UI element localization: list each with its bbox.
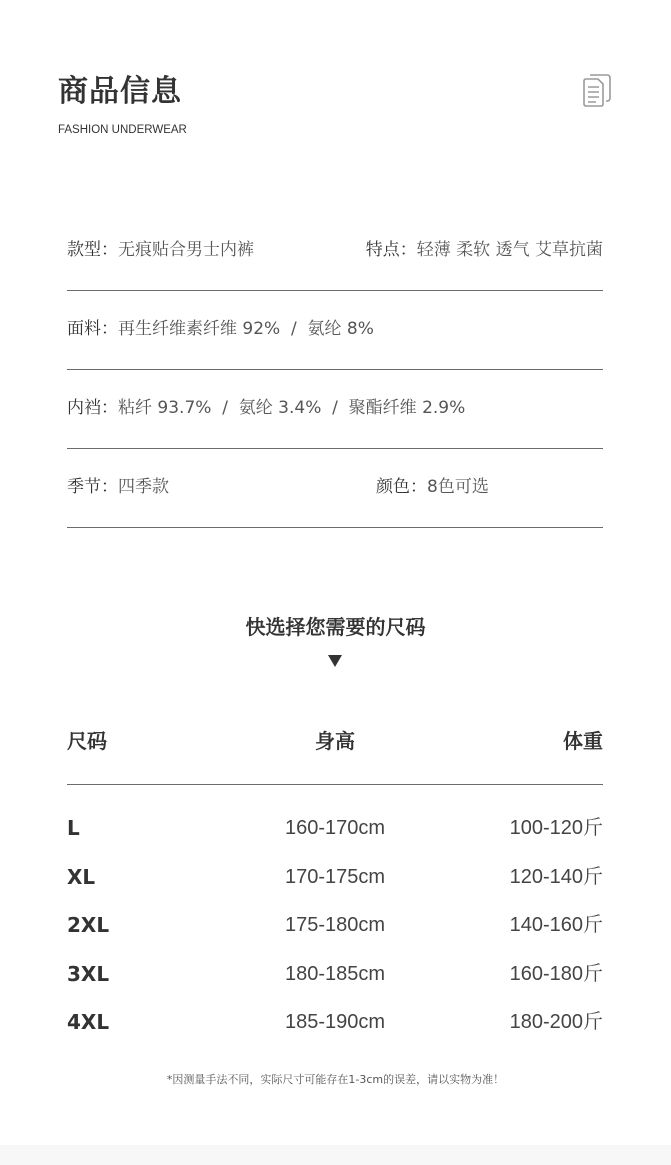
info-value-color: 8色可选	[427, 477, 489, 497]
info-key-style: 款型：	[67, 240, 118, 260]
info-key-fabric: 面料：	[67, 319, 118, 339]
weight-cell: 120-140斤	[509, 865, 603, 888]
size-cell: 3XL	[67, 961, 110, 986]
size-picker-title: 快选择您需要的尺码	[245, 615, 426, 639]
info-row-season	[67, 448, 603, 528]
info-value-features: 轻薄 柔软 透气 艾草抗菌	[416, 240, 603, 260]
size-cell: 4XL	[67, 1010, 110, 1034]
header-height: 身高	[315, 729, 355, 753]
weight-cell: 140-160斤	[509, 914, 603, 936]
info-value-season: 四季款	[118, 477, 169, 497]
info-value-crotch: 粘纤 93.7% / 氨纶 3.4% / 聚酯纤维 2.9%	[118, 398, 466, 418]
header-weight: 体重	[563, 729, 603, 753]
table-row	[67, 901, 603, 950]
document-copy-icon	[580, 72, 614, 108]
height-cell: 170-175cm	[284, 865, 386, 888]
down-triangle-icon	[328, 655, 342, 667]
info-key-crotch: 内裆：	[67, 398, 118, 418]
page-subtitle: FASHION UNDERWEAR	[58, 124, 187, 136]
height-cell: 185-190cm	[284, 1011, 386, 1033]
table-row	[67, 950, 603, 999]
size-cell: L	[67, 816, 80, 840]
weight-cell: 180-200斤	[509, 1011, 603, 1033]
header-size: 尺码	[67, 729, 107, 753]
info-value-style: 无痕贴合男士内裤	[118, 240, 254, 260]
weight-cell: 100-120斤	[509, 817, 603, 839]
height-cell: 160-170cm	[284, 817, 386, 839]
size-cell: XL	[67, 864, 96, 889]
info-row-crotch	[67, 369, 603, 449]
page-title: 商品信息	[58, 74, 182, 109]
size-table-header	[67, 712, 603, 785]
table-row	[67, 804, 603, 853]
size-table-body	[67, 804, 603, 1047]
info-key-season: 季节：	[67, 477, 118, 497]
info-key-color: 颜色：	[376, 477, 427, 497]
info-row-fabric	[67, 290, 603, 370]
height-cell: 175-180cm	[284, 914, 386, 936]
measurement-note: *因测量手法不同，实际尺寸可能存在1-3cm的误差，请以实物为准！	[166, 1073, 505, 1086]
table-row	[67, 853, 603, 902]
size-cell: 2XL	[67, 913, 110, 937]
footer-band	[0, 1145, 671, 1165]
info-row-style	[67, 211, 603, 291]
table-row	[67, 998, 603, 1047]
size-table	[67, 712, 603, 1034]
weight-cell: 160-180斤	[509, 962, 603, 985]
info-value-fabric: 再生纤维素纤维 92% / 氨纶 8%	[118, 319, 374, 339]
height-cell: 180-185cm	[284, 962, 386, 985]
info-key-features: 特点：	[365, 240, 417, 260]
